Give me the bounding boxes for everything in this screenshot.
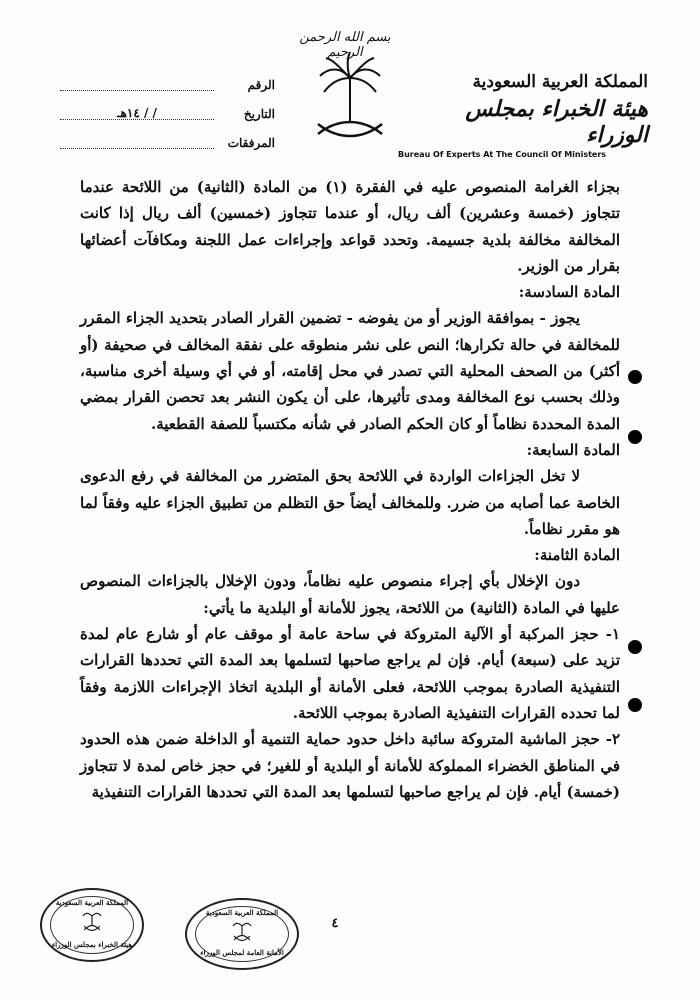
seal-right-text: المملكة العربية السعودية: [205, 908, 279, 917]
reference-block: [60, 70, 275, 157]
punch-hole-icon: [628, 370, 642, 384]
reference-number-row: [60, 70, 275, 99]
authority-name-en: Bureau Of Experts At The Council Of Ministers: [398, 150, 607, 159]
letterhead: [0, 0, 700, 160]
authority-name: هيئة الخبراء بمجلس الوزراء: [465, 96, 648, 148]
seal-right-emblem-icon: [232, 920, 252, 942]
punch-hole-icon: [628, 698, 642, 712]
seal-left-text: المملكة العربية السعودية: [55, 898, 129, 907]
intro-paragraph: بجزاء الغرامة المنصوص عليه في الفقرة (١) من المادة (الثانية) من اللائحة عندما تتجاوز (خمسة وعشرين) ألف ريال، أو عندما تتجاوز (خمسين) ألف ريال إذا كانت المخالفة مخالفة بلدية جسيمة. وتحدد قواعد وإجراءات عمل اللجنة ومكافآت أعضائها بقرار من الوزير.: [80, 178, 620, 275]
article8-heading: المادة الثامنة:: [534, 546, 620, 565]
seal-stamp-left: [40, 888, 144, 962]
article7-paragraph: لا تخل الجزاءات الواردة في اللائحة بحق المتضرر من المخالفة في رفع الدعوى الخاصة عما أصابه من ضرر. وللمخالف أيضاً حق التظلم من تطبيق الجزاء عليه وفقاً لما هو مقرر نظاماً.: [80, 467, 620, 538]
reference-attachments-row: [60, 128, 275, 157]
basmala: بسم الله الرحمن الرحيم: [299, 30, 391, 60]
article6-heading: المادة السادسة:: [518, 283, 620, 302]
seal-left-emblem-icon: [82, 910, 102, 932]
article7-heading: المادة السابعة:: [526, 440, 620, 459]
date-label: التاريخ: [243, 106, 275, 121]
date-field: / / ١٤هـ: [60, 107, 214, 120]
number-field: [60, 78, 214, 91]
kingdom-name: المملكة العربية السعودية: [472, 72, 648, 92]
article8-paragraph: دون الإخلال بأي إجراء منصوص عليه نظاماً، ودون الإخلال بالجزاءات المنصوص عليها في المادة (الثانية) من اللائحة، يجوز للأمانة أو البلدية ما يأتي:: [80, 572, 620, 617]
seal-left-subtext: هيئة الخبراء بمجلس الوزراء: [51, 940, 133, 949]
attachments-field: [60, 136, 214, 149]
attachments-label: المرفقات: [227, 135, 275, 150]
organization-block: [398, 72, 648, 159]
palm-swords-emblem-icon: [310, 48, 390, 148]
punch-hole-icon: [628, 640, 642, 654]
article8-item-1: ١- حجز المركبة أو الآلية المتروكة في ساحة عامة أو موقف عام أو شارع عام لمدة تزيد على (سبعة) أيام. فإن لم يراجع صاحبها لتسلمها بعد المدة التي تحددها القرارات التنفيذية الصادرة بموجب اللائحة، فعلى الأمانة أو البلدية اتخاذ الإجراءات اللازمة وفقاً لما تحدده القرارات التنفيذية الصادرة بموجب اللائحة.: [80, 625, 620, 722]
document-body: [80, 174, 620, 805]
page-number: ٤: [331, 916, 339, 931]
article6-paragraph: يجوز - بموافقة الوزير أو من يفوضه - تضمين القرار الصادر بتحديد الجزاء المقرر للمخالفة في حالة تكرارها؛ النص على نشر منطوقه على نفقة المخالف في صحيفة (أو أكثر) من الصحف المحلية التي تصدر في محل إقامته، أو في أي وسيلة أخرى مناسبة، وذلك بحسب نوع المخالفة ومدى تأثيرها، على أن يكون النشر بعد تحصن القرار بمضي المدة المحددة نظاماً أو كان الحكم الصادر في شأنه مكتسباً للصفة القطعية.: [80, 309, 620, 433]
seal-stamp-right: [185, 898, 299, 970]
seal-right-subtext: الأمانة العامة لمجلس الوزراء: [200, 948, 284, 957]
reference-date-row: [60, 99, 275, 128]
article8-item-2: ٢- حجز الماشية المتروكة سائبة داخل حدود حماية التنمية أو الداخلة ضمن هذه الحدود في المناطق الخضراء المملوكة للأمانة أو البلدية أو للغير؛ في حجز خاص لمدة لا تتجاوز (خمسة) أيام. فإن لم يراجع صاحبها لتسلمها بعد المدة التي تحددها القرارات التنفيذية: [80, 730, 620, 801]
number-label: الرقم: [247, 77, 275, 92]
punch-hole-icon: [628, 430, 642, 444]
